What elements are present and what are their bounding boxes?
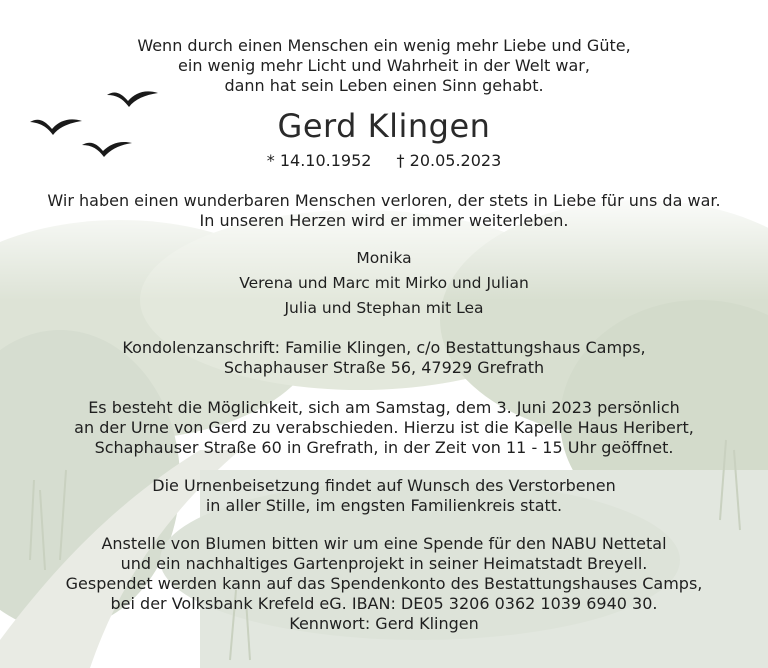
farewell-line: Schaphauser Straße 60 in Grefrath, in der Zeit von 11 - 15 Uhr geöffnet. [94,438,674,457]
farewell-line: an der Urne von Gerd zu verabschieden. Hierzu ist die Kapelle Haus Heribert, [74,418,694,437]
farewell-line: Es besteht die Möglichkeit, sich am Samstag, dem 3. Juni 2023 persönlich [88,398,680,417]
condolence-line: Schaphauser Straße 56, 47929 Grefrath [223,358,545,377]
family-line: Julia und Stephan mit Lea [284,299,484,317]
donation-line: Gespendet werden kann auf das Spendenkonto des Bestattungshauses Camps, [65,574,703,593]
family-line: Monika [356,249,412,267]
donation-line: und ein nachhaltiges Gartenprojekt in seiner Heimatstadt Breyell. [120,554,648,573]
quote-line: dann hat sein Leben einen Sinn gehabt. [224,76,544,95]
condolence-line: Kondolenzanschrift: Familie Klingen, c/o Bestattungshaus Camps, [122,338,646,357]
deceased-name: Gerd Klingen [277,107,491,145]
quote-line: Wenn durch einen Menschen ein wenig mehr Liebe und Güte, [137,36,631,55]
intro-line: In unseren Herzen wird er immer weiterleben. [199,211,569,230]
bird-icon [107,91,158,107]
death-date: † 20.05.2023 [396,151,502,170]
bird-icon [30,119,82,135]
intro-line: Wir haben einen wunderbaren Menschen verloren, der stets in Liebe für uns da war. [47,191,721,210]
donation-line: Kennwort: Gerd Klingen [289,614,479,633]
birds-illustration [25,85,175,165]
family-line: Verena und Marc mit Mirko und Julian [239,274,529,292]
bird-icon [82,142,132,157]
burial-line: Die Urnenbeisetzung findet auf Wunsch des Verstorbenen [152,476,616,495]
donation-line: Anstelle von Blumen bitten wir um eine Spende für den NABU Nettetal [101,534,667,553]
quote-line: ein wenig mehr Licht und Wahrheit in der Welt war, [178,56,590,75]
burial-line: in aller Stille, im engsten Familienkreis statt. [205,496,563,515]
donation-line: bei der Volksbank Krefeld eG. IBAN: DE05 3206 0362 1039 6940 30. [110,594,658,613]
birth-date: * 14.10.1952 [266,151,372,170]
